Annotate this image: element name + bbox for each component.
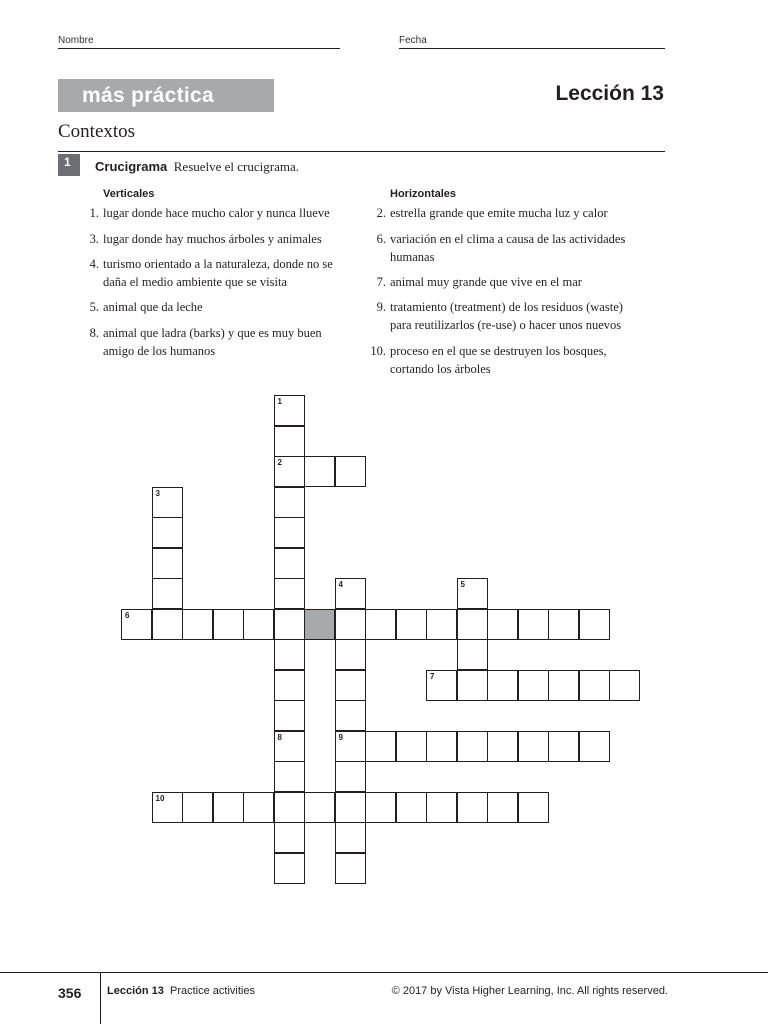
crossword-cell[interactable] xyxy=(274,487,305,518)
crossword-cell[interactable] xyxy=(426,670,457,701)
crossword-cell[interactable] xyxy=(274,578,305,609)
clue-h2: 2. estrella grande que emite mucha luz y calor xyxy=(376,206,608,220)
crossword-cell[interactable] xyxy=(274,853,305,884)
crossword-cell[interactable] xyxy=(335,731,366,762)
crossword-cell[interactable] xyxy=(487,731,518,762)
crossword-cell[interactable] xyxy=(274,761,305,792)
crossword-cell[interactable] xyxy=(213,792,244,823)
activity-title: Crucigrama xyxy=(95,159,168,174)
crossword-clue-number: 1 xyxy=(277,397,282,406)
crossword-cell[interactable] xyxy=(579,670,610,701)
crossword-cell[interactable] xyxy=(243,792,274,823)
horizontales-heading: Horizontales xyxy=(390,188,457,200)
crossword-shaded-cell xyxy=(304,609,335,640)
crossword-clue-number: 2 xyxy=(277,458,282,467)
crossword-cell[interactable] xyxy=(274,426,305,457)
crossword-cell[interactable] xyxy=(274,517,305,548)
crossword-cell[interactable] xyxy=(152,609,183,640)
crossword-cell[interactable] xyxy=(274,395,305,426)
crossword-cell[interactable] xyxy=(365,792,396,823)
clue-h7: 7. animal muy grande que vive en el mar xyxy=(376,275,582,289)
crossword-cell[interactable] xyxy=(182,609,213,640)
crossword-cell[interactable] xyxy=(335,700,366,731)
crossword-cell[interactable] xyxy=(457,609,488,640)
crossword-cell[interactable] xyxy=(579,609,610,640)
crossword-cell[interactable] xyxy=(518,670,549,701)
crossword-cell[interactable] xyxy=(396,792,427,823)
crossword-cell[interactable] xyxy=(335,792,366,823)
crossword-cell[interactable] xyxy=(335,670,366,701)
crossword-cell[interactable] xyxy=(396,731,427,762)
crossword-cell[interactable] xyxy=(487,670,518,701)
crossword-cell[interactable] xyxy=(335,456,366,487)
crossword-cell[interactable] xyxy=(457,792,488,823)
crossword-cell[interactable] xyxy=(152,578,183,609)
crossword-cell[interactable] xyxy=(426,792,457,823)
crossword-cell[interactable] xyxy=(152,548,183,579)
crossword-cell[interactable] xyxy=(487,609,518,640)
crossword-cell[interactable] xyxy=(274,670,305,701)
crossword-cell[interactable] xyxy=(152,517,183,548)
clue-v8: 8. animal que ladra (barks) y que es muy buen amigo de los humanos xyxy=(89,326,322,358)
crossword-cell[interactable] xyxy=(518,731,549,762)
crossword-cell[interactable] xyxy=(457,670,488,701)
clue-v5: 5. animal que da leche xyxy=(89,300,203,314)
crossword-clue-number: 7 xyxy=(430,671,435,681)
crossword-cell[interactable] xyxy=(396,609,427,640)
crossword-cell[interactable] xyxy=(518,609,549,640)
crossword-cell[interactable] xyxy=(335,609,366,640)
crossword-cell[interactable] xyxy=(274,822,305,853)
crossword-cell[interactable] xyxy=(548,670,579,701)
crossword-cell[interactable] xyxy=(182,792,213,823)
crossword-cell[interactable] xyxy=(335,822,366,853)
crossword-cell[interactable] xyxy=(457,639,488,670)
crossword-cell[interactable] xyxy=(426,731,457,762)
crossword-cell[interactable] xyxy=(121,609,152,640)
crossword-cell[interactable] xyxy=(274,639,305,670)
clue-h6: 6. variación en el clima a causa de las actividades humanas xyxy=(376,232,626,264)
crossword-cell[interactable] xyxy=(457,578,488,609)
section-rule xyxy=(58,151,665,152)
page-number: 356 xyxy=(58,985,82,1001)
footer-divider xyxy=(100,972,101,1024)
crossword-clue-number: 6 xyxy=(125,610,130,620)
crossword-cell[interactable] xyxy=(335,853,366,884)
footer-copyright: © 2017 by Vista Higher Learning, Inc. All rights reserved. xyxy=(391,985,668,997)
footer-rule xyxy=(0,972,768,973)
verticales-heading: Verticales xyxy=(103,188,155,200)
activity-number-badge: 1 xyxy=(58,154,80,176)
nombre-label: Nombre xyxy=(58,35,94,46)
crossword-cell[interactable] xyxy=(579,731,610,762)
crossword-cell[interactable] xyxy=(274,609,305,640)
nombre-line[interactable] xyxy=(58,48,340,49)
clue-v4: 4. turismo orientado a la naturaleza, donde no se daña el medio ambiente que se visita xyxy=(89,257,333,289)
crossword-cell[interactable] xyxy=(304,456,335,487)
activity-text: Resuelve el crucigrama. xyxy=(173,159,299,174)
crossword-cell[interactable] xyxy=(274,548,305,579)
crossword-cell[interactable] xyxy=(274,456,305,487)
clue-v1: 1. lugar donde hace mucho calor y nunca llueve xyxy=(89,206,330,220)
lesson-title: Lección 13 xyxy=(555,82,664,105)
crossword-cell[interactable] xyxy=(457,731,488,762)
crossword-cell[interactable] xyxy=(243,609,274,640)
activity-instruction xyxy=(95,159,299,175)
crossword-cell[interactable] xyxy=(548,731,579,762)
crossword-clue-number: 9 xyxy=(338,732,343,742)
crossword-cell[interactable] xyxy=(274,731,305,762)
crossword-cell[interactable] xyxy=(152,487,183,518)
crossword-cell[interactable] xyxy=(335,578,366,609)
clue-h10: 10. proceso en el que se destruyen los bosques, cortando los árboles xyxy=(370,344,607,376)
crossword-cell[interactable] xyxy=(152,792,183,823)
footer-lesson: Lección 13 Practice activities xyxy=(107,985,255,997)
crossword-clue-number: 3 xyxy=(155,488,160,498)
mas-practica-banner: más práctica xyxy=(58,79,274,112)
crossword-clue-number: 4 xyxy=(338,580,343,589)
crossword-cell[interactable] xyxy=(213,609,244,640)
fecha-label: Fecha xyxy=(399,35,427,46)
crossword-cell[interactable] xyxy=(304,792,335,823)
section-title: Contextos xyxy=(58,121,136,142)
crossword-cell[interactable] xyxy=(609,670,640,701)
crossword-cell[interactable] xyxy=(548,609,579,640)
crossword-clue-number: 8 xyxy=(277,732,282,742)
clue-v3: 3. lugar donde hay muchos árboles y animales xyxy=(89,232,322,246)
clue-h9: 9. tratamiento (treatment) de los residuos (waste) para reutilizarlos (re-use) o hacer unos nuevos xyxy=(376,300,623,332)
crossword-clue-number: 10 xyxy=(155,793,165,803)
crossword-cell[interactable] xyxy=(274,792,305,823)
crossword-cell[interactable] xyxy=(426,609,457,640)
crossword-cell[interactable] xyxy=(365,609,396,640)
crossword-cell[interactable] xyxy=(365,731,396,762)
crossword-cell[interactable] xyxy=(335,639,366,670)
fecha-line[interactable] xyxy=(399,48,665,49)
crossword-cell[interactable] xyxy=(518,792,549,823)
crossword-cell[interactable] xyxy=(274,700,305,731)
crossword-clue-number: 5 xyxy=(460,580,465,589)
crossword-cell[interactable] xyxy=(335,761,366,792)
crossword-cell[interactable] xyxy=(487,792,518,823)
